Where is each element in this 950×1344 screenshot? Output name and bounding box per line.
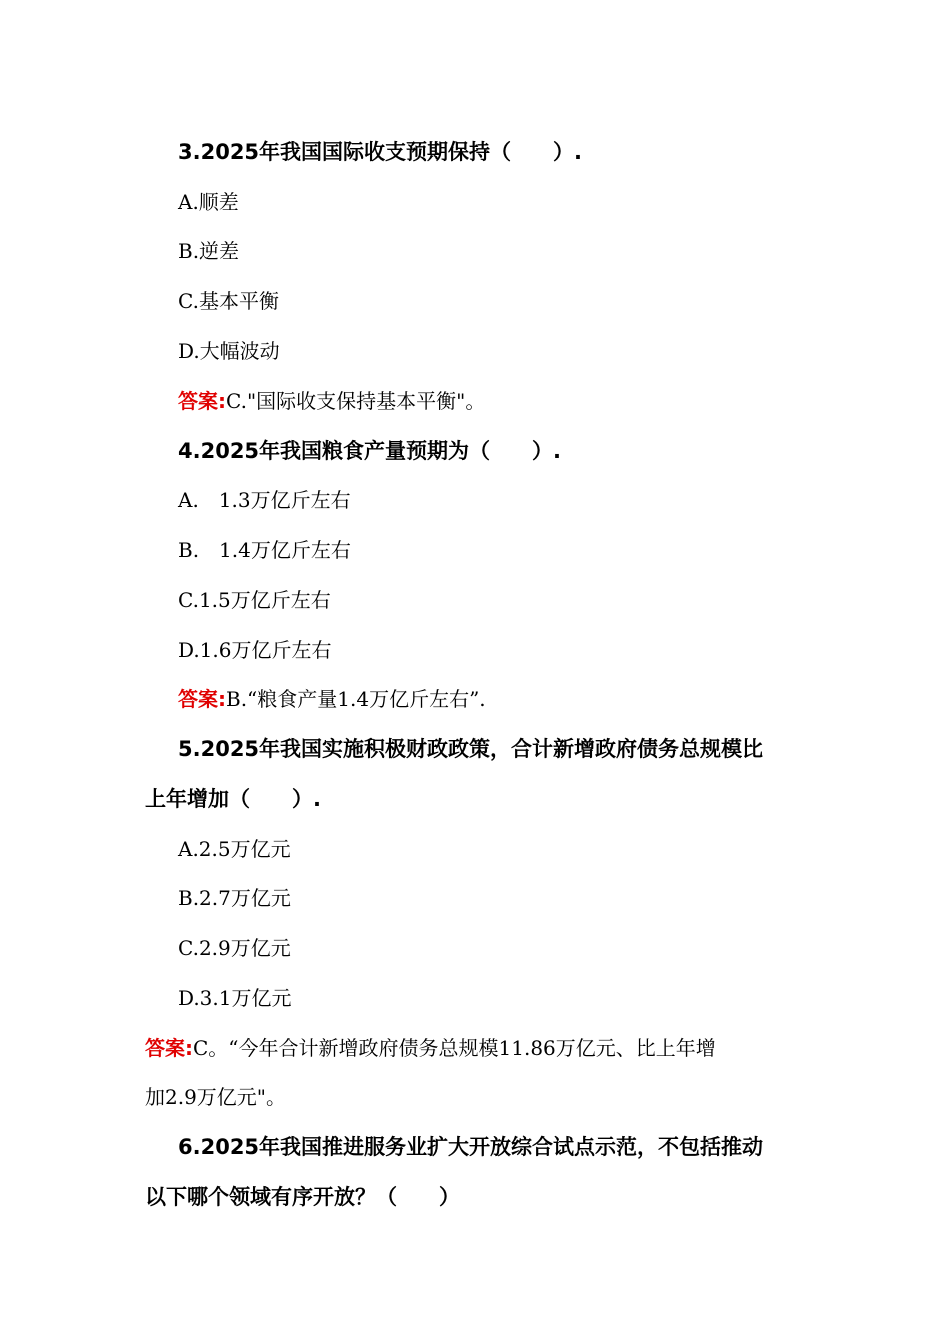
- answer-label: 答案:: [178, 389, 226, 413]
- question-5-answer-line-1: [145, 1034, 950, 1062]
- question-6-stem-line-1: 6.2025年我国推进服务业扩大开放综合试点示范，不包括推动: [178, 1135, 764, 1159]
- answer-text: C。“今年合计新增政府债务总规模11.86万亿元、比上年增: [193, 1036, 716, 1060]
- question-6-stem-line-2: 以下哪个领域有序开放？（ ）: [145, 1185, 460, 1209]
- question-3-option-c: C.基本平衡: [178, 289, 279, 313]
- question-5-option-b: B.2.7万亿元: [178, 886, 291, 910]
- answer-text: B.“粮食产量1.4万亿斤左右”.: [226, 687, 486, 711]
- question-4-stem: 4.2025年我国粮食产量预期为（ ）.: [178, 439, 562, 463]
- question-4-answer: [178, 685, 950, 713]
- question-5-option-c: C.2.9万亿元: [178, 936, 291, 960]
- question-4-option-c: C.1.5万亿斤左右: [178, 588, 331, 612]
- question-5-option-d: D.3.1万亿元: [178, 986, 292, 1010]
- question-5-option-a: A.2.5万亿元: [178, 837, 291, 861]
- answer-label: 答案:: [178, 687, 226, 711]
- question-3-answer: [178, 387, 950, 415]
- question-4-option-d: D.1.6万亿斤左右: [178, 638, 332, 662]
- answer-label: 答案:: [145, 1036, 193, 1060]
- question-4-option-b: B. 1.4万亿斤左右: [178, 538, 351, 562]
- question-3-option-b: B.逆差: [178, 239, 240, 263]
- question-3-stem: 3.2025年我国国际收支预期保持（ ）.: [178, 140, 583, 164]
- question-5-answer-line-2: 加2.9万亿元"。: [145, 1085, 287, 1109]
- question-5-stem-line-1: 5.2025年我国实施积极财政政策，合计新增政府债务总规模比: [178, 737, 764, 761]
- question-4-option-a: A. 1.3万亿斤左右: [178, 488, 351, 512]
- question-3-option-d: D.大幅波动: [178, 339, 280, 363]
- question-3-option-a: A.顺差: [178, 190, 239, 214]
- question-5-stem-line-2: 上年增加（ ）.: [145, 787, 321, 811]
- answer-text: C."国际收支保持基本平衡"。: [226, 389, 486, 413]
